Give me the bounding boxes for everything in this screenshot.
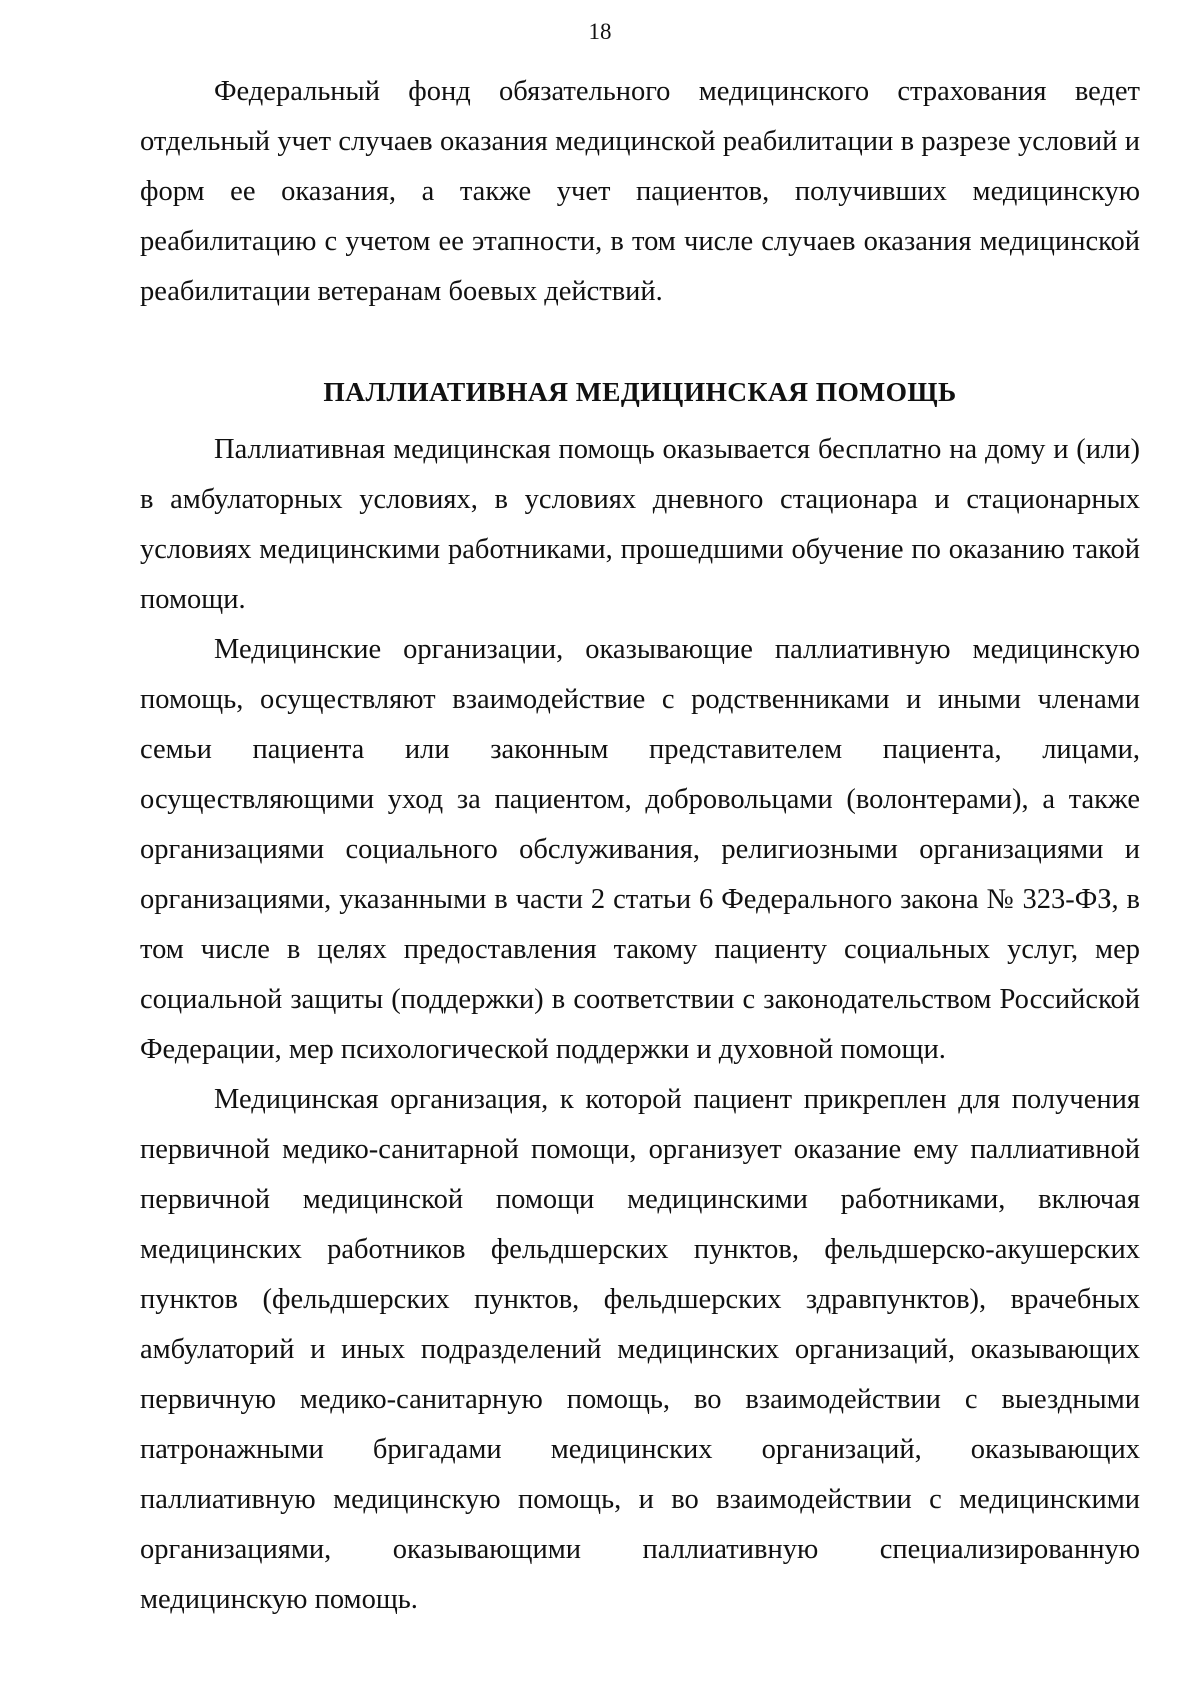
paragraph-palliative-care-provision: Паллиативная медицинская помощь оказывается бесплатно на дому и (или) в амбулаторных условиях, в условиях дневного стационара и стационарных условиях медицинскими работниками, прошедшими обучение по оказанию такой помощи.	[140, 434, 1140, 615]
paragraph-organization-interaction: Медицинские организации, оказывающие паллиативную медицинскую помощь, осуществляют взаимодействие с родственниками и иными членами семьи пациента или законным представителем пациента, лицами, осуществляющими уход за пациентом, добровольцами (волонтерами), а также организациями социального обслуживания, религиозными организациями и организациями, указанными в части 2 статьи 6 Федерального закона № 323-ФЗ, в том числе в целях предоставления такому пациенту социальных услуг, мер социальной защиты (поддержки) в соответствии с законодательством Российской Федерации, мер психологической поддержки и духовной помощи.	[140, 634, 1140, 1065]
page-number: 18	[588, 19, 612, 44]
document-body	[140, 67, 1140, 1625]
paragraph-primary-care-organization: Медицинская организация, к которой пациент прикреплен для получения первичной медико-санитарной помощи, организует оказание ему паллиативной первичной медицинской помощи медицинскими работниками, включая медицинских работников фельдшерских пунктов, фельдшерско-акушерских пунктов (фельдшерских пунктов, фельдшерских здравпунктов), врачебных амбулаторий и иных подразделений медицинских организаций, оказывающих первичную медико-санитарную помощь, во взаимодействии с выездными патронажными бригадами медицинских организаций, оказывающих паллиативную медицинскую помощь, и во взаимодействии с медицинскими организациями, оказывающими паллиативную специализированную медицинскую помощь.	[140, 1084, 1140, 1615]
section-heading: ПАЛЛИАТИВНАЯ МЕДИЦИНСКАЯ ПОМОЩЬ	[323, 376, 957, 407]
intro-paragraph: Федеральный фонд обязательного медицинского страхования ведет отдельный учет случаев оказания медицинской реабилитации в разрезе условий и форм ее оказания, а также учет пациентов, получивших медицинскую реабилитацию с учетом ее этапности, в том числе случаев оказания медицинской реабилитации ветеранам боевых действий.	[140, 76, 1140, 307]
